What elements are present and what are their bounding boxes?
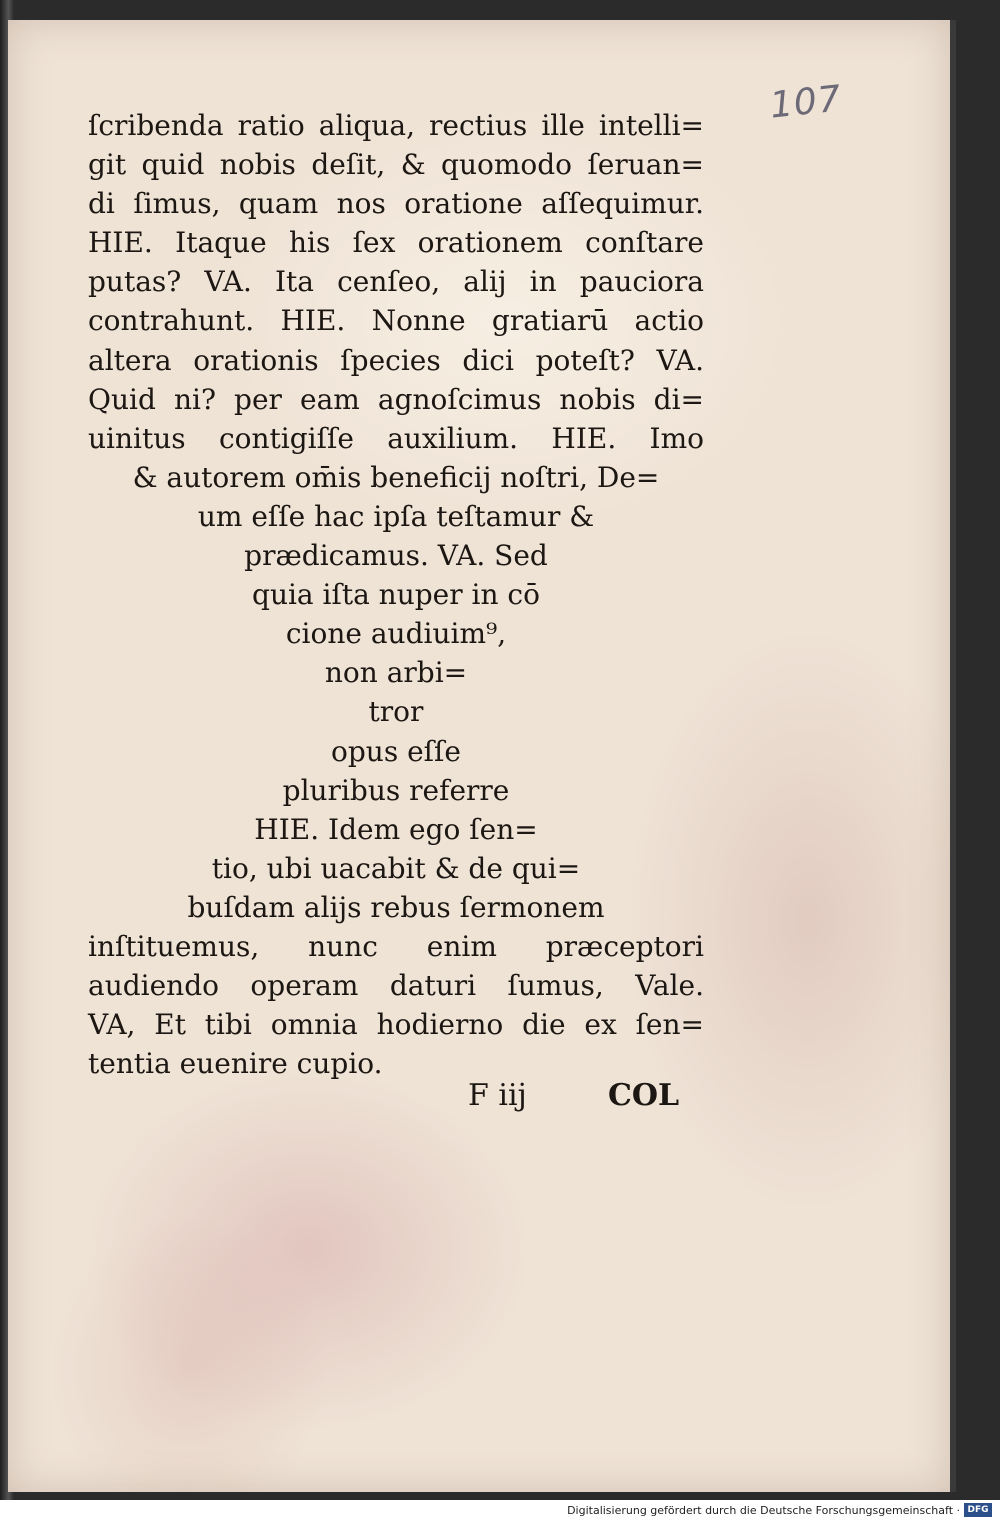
text-line: ſcribenda ratio aliqua, rectius ille intelli= (88, 109, 704, 142)
text-line: HIE. Idem ego ſen= (254, 812, 538, 846)
text-line: pluribus referre (282, 773, 510, 807)
text-line: tentia euenire cupio. (88, 1047, 383, 1081)
folio-number: 107 (768, 78, 844, 127)
text-line: um eſſe hac ipſa teſtamur & (197, 499, 595, 533)
text-line: Quid ni? per eam agnoſcimus nobis di= (88, 382, 704, 416)
text-line: VA, Et tibi omnia hodierno die ex ſen= (88, 1008, 704, 1042)
text-line: tror (368, 695, 424, 729)
text-line: cione audiuim⁹, (285, 617, 507, 651)
funding-credit: Digitalisierung gefördert durch die Deutsche Forschungsgemeinschaft · (567, 1504, 960, 1517)
text-line: git quid nobis deſit, & quomodo ſeruan= (88, 148, 704, 182)
text-line: opus eſſe (331, 734, 461, 768)
footer-bar (0, 1500, 1000, 1523)
text-line: uinitus contigiſſe auxilium. HIE. Imo (88, 421, 704, 455)
catchword: COL (608, 1078, 680, 1113)
text-line: audiendo operam daturi ſumus, Vale. (88, 969, 704, 1003)
text-line: & autorem om̄is beneficij noſtri, De= (132, 460, 660, 494)
text-block (88, 106, 704, 1083)
text-line: prædicamus. VA. Sed (244, 539, 548, 573)
text-line: quia iſta nuper in cō (252, 578, 540, 612)
text-line: HIE. Itaque his ſex orationem conſtare (88, 226, 704, 260)
text-line: tio, ubi uacabit & de qui= (211, 851, 581, 885)
text-line: di ſimus, quam nos oratione aſſequimur. (88, 187, 704, 221)
text-line: buſdam alijs rebus ſermonem (187, 890, 605, 924)
dfg-logo-icon: DFG (964, 1503, 992, 1517)
text-line: non arbi= (324, 656, 468, 690)
text-line: inſtituemus, nunc enim præceptori (88, 929, 704, 963)
text-line: contrahunt. HIE. Nonne gratiarū actio (88, 304, 704, 338)
text-line: altera orationis ſpecies dici poteſt? VA. (88, 343, 704, 377)
text-line: putas? VA. Ita cenſeo, alij in pauciora (88, 265, 704, 299)
signature-mark: F iij (468, 1078, 527, 1113)
